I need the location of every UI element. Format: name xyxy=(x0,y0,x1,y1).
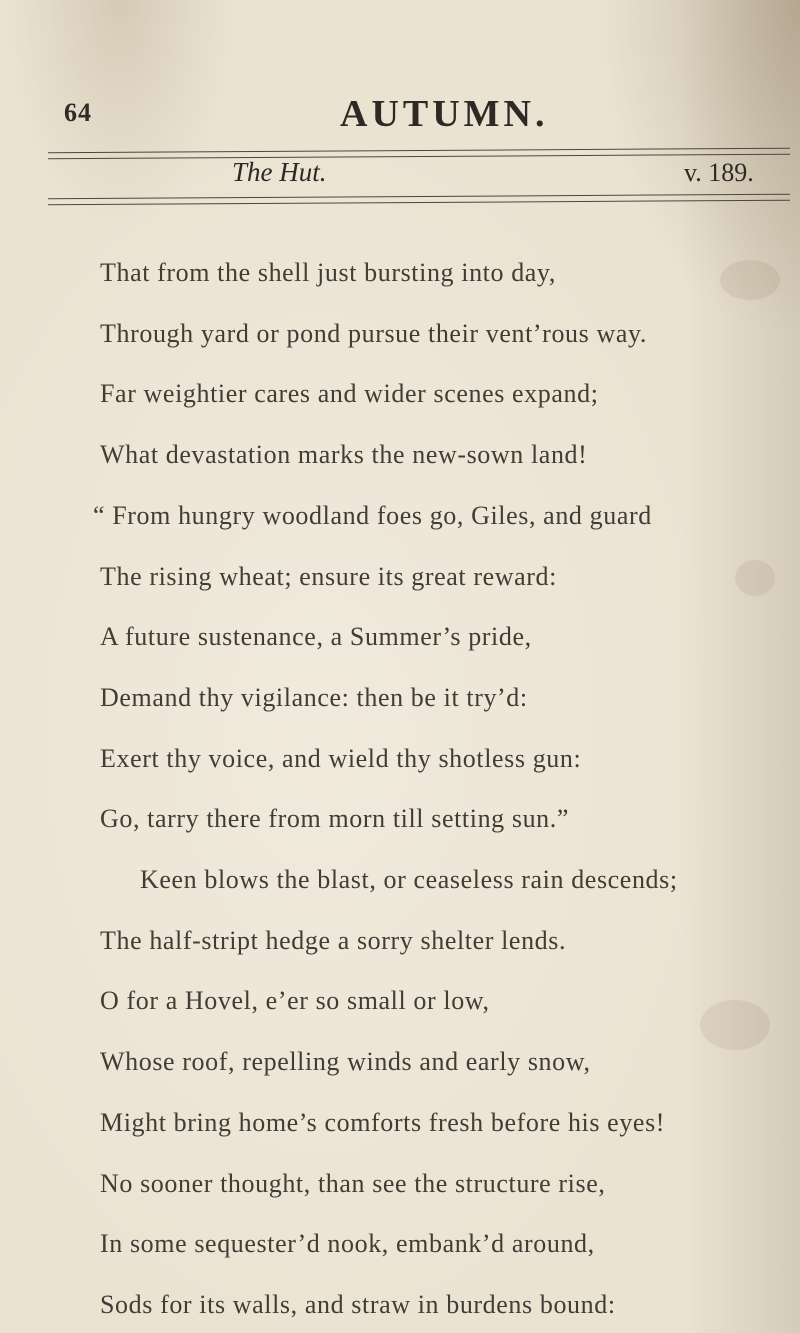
poem-line: The half-stript hedge a sorry shelter lends. xyxy=(100,926,567,955)
poem-line: Through yard or pond pursue their vent’rous way. xyxy=(100,319,647,348)
poem-line: O for a Hovel, e’er so small or low, xyxy=(100,986,490,1015)
poem-line: Might bring home’s comforts fresh before his eyes! xyxy=(100,1108,666,1137)
poem-line: Exert thy voice, and wield thy shotless gun: xyxy=(100,744,582,773)
poem-line: No sooner thought, than see the structure rise, xyxy=(100,1169,606,1198)
poem-line: What devastation marks the new-sown land! xyxy=(100,440,588,469)
subject-heading: The Hut. xyxy=(232,157,327,187)
poem-line: In some sequester’d nook, embank’d around, xyxy=(100,1229,595,1258)
poem-line: A future sustenance, a Summer’s pride, xyxy=(100,622,532,651)
poem-line: Keen blows the blast, or ceaseless rain descends; xyxy=(140,865,678,894)
poem-line: The rising wheat; ensure its great reward: xyxy=(100,562,557,591)
poem-line: Demand thy vigilance: then be it try’d: xyxy=(100,683,528,712)
verse-reference: v. 189. xyxy=(684,158,754,187)
poem-line: Sods for its walls, and straw in burdens bound: xyxy=(100,1290,616,1319)
poem-line: Far weightier cares and wider scenes expand; xyxy=(100,379,599,408)
section-title: AUTUMN. xyxy=(340,93,549,135)
poem-line: “ From hungry woodland foes go, Giles, and guard xyxy=(93,501,652,530)
poem-line: Go, tarry there from morn till setting sun.” xyxy=(100,804,570,833)
page-number: 64 xyxy=(64,98,92,127)
poem-line: Whose roof, repelling winds and early snow, xyxy=(100,1047,591,1076)
poem-line: That from the shell just bursting into day, xyxy=(100,258,556,287)
